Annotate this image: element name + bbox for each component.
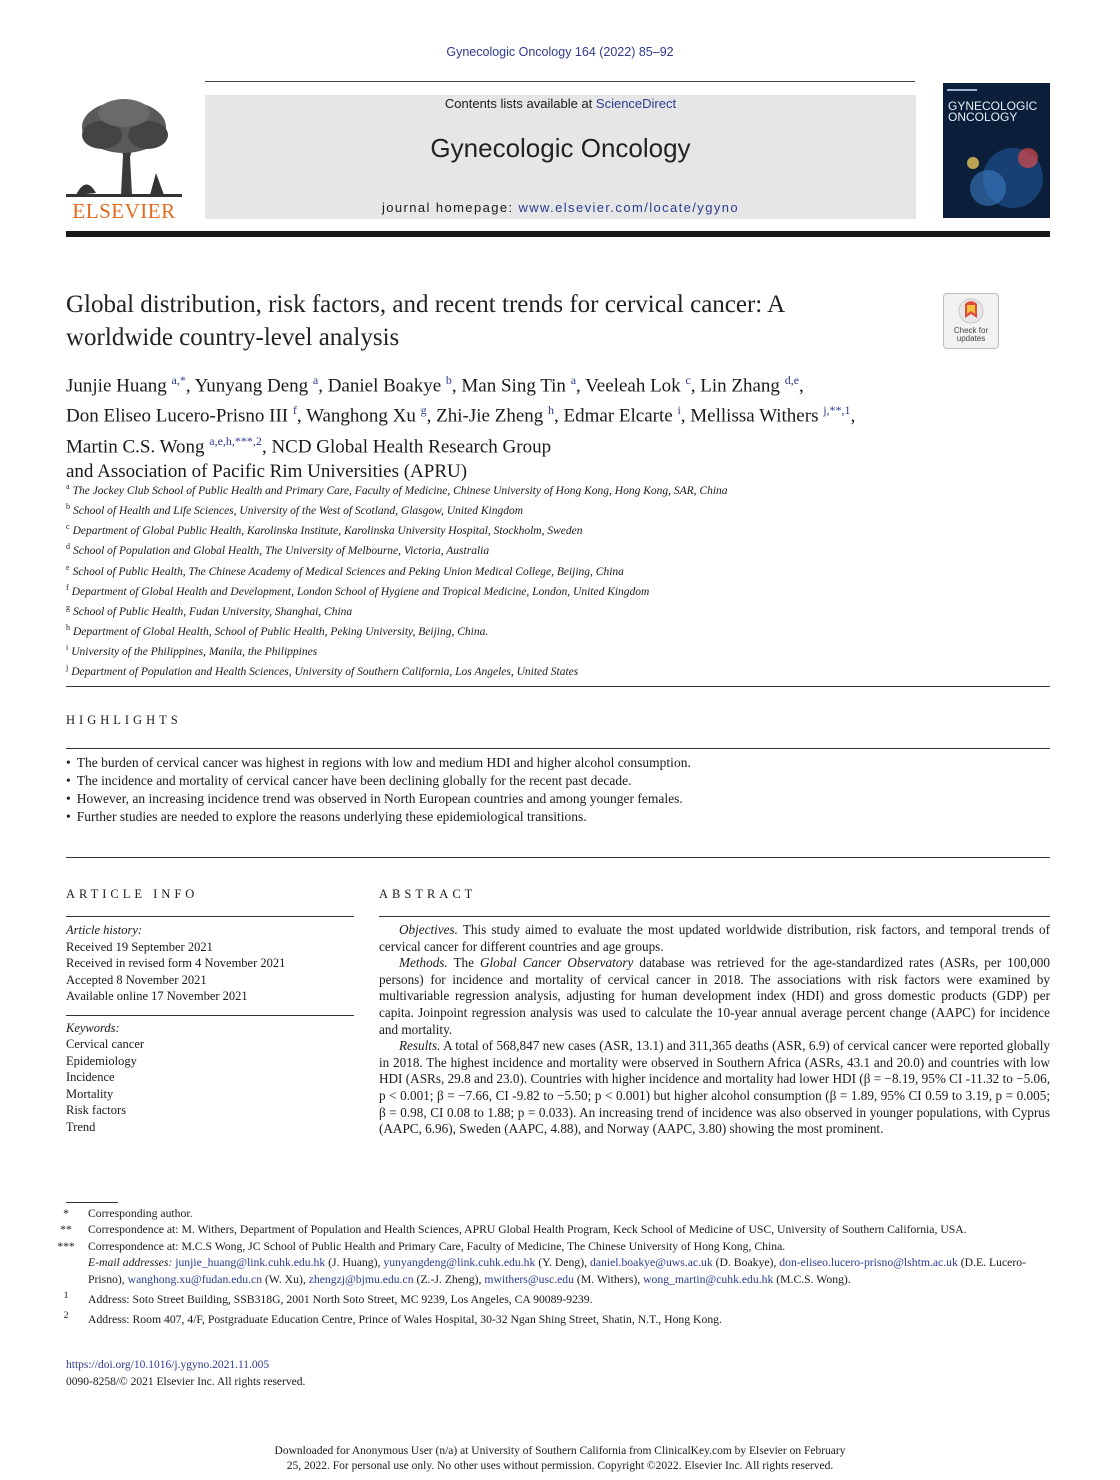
journal-reference[interactable]: Gynecologic Oncology 164 (2022) 85–92 [446,45,674,59]
highlights-bottom-rule [66,857,1050,858]
affiliation-item [66,640,1050,660]
affiliation-item [66,479,1050,499]
author-separator: , [451,375,462,397]
author-name: Mellissa Withers [690,405,824,427]
author-separator: , NCD Global Health Research Group [261,435,552,457]
author-affiliation-marks[interactable]: c [685,373,691,387]
affiliation-text: Department of Global Health and Development, London School of Hygiene and Tropical Medicine, London, United Kingdom [71,585,650,598]
email-owner: (M. Withers), [574,1272,644,1286]
keyword-item: Risk factors [66,1103,127,1117]
author-affiliation-marks[interactable]: h [548,403,554,418]
results-label: Results. [399,1038,441,1054]
affiliation-mark: e [66,562,70,572]
email-owner: (Z.-J. Zheng), [413,1272,485,1286]
footnote-address-2: $^2$ Address: Room 407, 4/F, Postgraduate Education Centre, Prince of Wales Hospital, 30-32 Ngan Shing Street, Shatin, N.T., Hong Kong. [63,1310,722,1327]
affiliation-mark: i [66,643,69,652]
author-affiliation-marks[interactable]: a,e,h,***,2 [209,433,262,448]
abstract-heading: ABSTRACT [379,887,477,901]
affiliation-mark: d [66,542,70,552]
header-rule [205,81,915,82]
doi-block [66,1357,305,1390]
history-label: Article history: [66,923,143,937]
results-text: A total of 568,847 new cases (ASR, 13.1) and 311,365 deaths (ASR, 6.9) of cervical cancer were reported globally in 2018. The highest incidence and mortality were observed in Southern Africa (ASRs, 43.1 and 20.0) and countries with low HDI (ASRs, 29.8 and 23.0). Countries with higher incidence and mortality had lower HDI (β = −8.19, 95% CI -11.32 to −5.06, p < 0.001; β = −7.66, CI -9.82 to −5.50; p < 0.001) but higher alcohol consumption (β = 1.89, 95% CI 0.59 to 3.19, p = 0.005; β = 0.98, CI 0.08 to 1.88; p = 0.033). An increasing trend of incidence was also observed in younger populations, with Cyprus (AAPC, 6.96), Sweden (AAPC, 4.88), and Norway (AAPC, 3.80) showing the most prominent. [379,1038,1050,1137]
author-name: and Association of Pacific Rim Universities (APRU) [66,460,468,482]
author-list [66,368,1050,484]
keyword-item: Trend [66,1119,96,1134]
download-notice-line-1: Downloaded for Anonymous User (n/a) at University of Southern California from ClinicalKey.com by Elsevier on February [274,1445,846,1457]
affiliation-item [66,539,1050,559]
highlight-item: • However, an increasing incidence trend was observed in North European countries and among younger females. [66,790,1050,808]
highlight-item: • The incidence and mortality of cervical cancer have been declining globally for the recent past decade. [66,772,1050,790]
email-link[interactable]: mwithers@usc.edu [484,1272,574,1286]
email-link[interactable]: junjie_huang@link.cuhk.edu.hk [175,1256,326,1270]
author-name: Zhi-Jie Zheng [436,405,548,427]
cover-title [948,101,1037,123]
keyword-item: Epidemiology [66,1053,137,1068]
author-name: Veeleah Lok [585,375,686,397]
author-affiliation-marks[interactable]: g [420,403,427,418]
doi-link[interactable]: https://doi.org/10.1016/j.ygyno.2021.11.005 [66,1359,270,1371]
history-item: Available online 17 November 2021 [66,989,248,1003]
cover-title-line-2: ONCOLOGY [948,110,1018,124]
article-info [66,922,354,1135]
header-thick-rule [66,231,1050,237]
affiliation-text: Department of Global Public Health, Karolinska Institute, Karolinska University Hospital, Stockholm, Sweden [72,525,583,538]
author-affiliation-marks[interactable]: f [292,403,297,418]
email-label: E-mail addresses: [88,1256,173,1270]
author-separator: , [318,375,328,397]
article-info-rule [66,916,354,917]
author-affiliation-marks[interactable]: b [445,373,452,387]
author-separator: , [680,405,691,427]
author-name: Junjie Huang [66,375,172,397]
author-name: Man Sing Tin [461,375,571,397]
author-name: Edmar Elcarte [563,405,678,427]
abstract-body [379,922,1050,1138]
highlights-top-rule [66,686,1050,687]
email-link[interactable]: zhengzj@bjmu.edu.cn [308,1272,414,1286]
article-info-heading: ARTICLE INFO [66,887,199,901]
affiliation-mark: c [66,522,70,532]
contents-line [205,96,916,111]
keywords-rule [66,1015,354,1016]
affiliation-mark: g [66,602,70,612]
author-name: Yunyang Deng [194,375,313,397]
affiliation-mark: b [66,502,70,512]
corresponding-text: Corresponding author. [88,1207,193,1220]
author-name: Daniel Boakye [327,375,446,397]
check-updates-label: Check for updates [953,326,989,343]
article-title: Global distribution, risk factors, and recent trends for cervical cancer: A worldwide country-level analysis [66,291,784,351]
abstract-results [379,1038,1050,1138]
affiliation-text: University of the Philippines, Manila, the Philippines [71,645,318,658]
author-affiliation-marks[interactable]: j,**,1 [823,403,851,418]
history-item: Received 19 September 2021 [66,939,213,954]
author-separator: , [185,375,195,397]
download-notice [160,1444,960,1473]
affiliation-mark: j [66,663,69,673]
affiliation-text: School of Public Health, The Chinese Academy of Medical Sciences and Peking Union Medical College, Beijing, China [72,565,624,578]
author-separator: , [296,405,307,427]
homepage-label: journal homepage: [381,200,519,215]
keyword-item: Cervical cancer [66,1037,145,1051]
abstract-rule [379,916,1050,917]
highlights-list [66,754,1050,826]
email-owner: (M.C.S. Wong). [773,1272,851,1286]
footnote-correspondence-wong: *** Correspondence at: M.C.S Wong, JC School of Public Health and Primary Care, Faculty of Medicine, The Chinese University of Hong Kong, China. [57,1239,786,1253]
keyword-item: Mortality [66,1086,114,1101]
affiliation-text: The Jockey Club School of Public Health and Primary Care, Faculty of Medicine, Chinese University of Hong Kong, Hong Kong, SAR, China [72,484,728,497]
address-1-text: Address: Soto Street Building, SSB318G, 2001 North Soto Street, MC 9239, Los Angeles, CA 90089-9239. [88,1292,593,1306]
highlights-rule [66,748,1050,749]
author-separator: , [554,405,564,427]
affiliation-mark: a [66,482,70,491]
abstract-objectives [379,922,1050,955]
affiliation-list [66,479,1050,680]
affiliation-item [66,660,1050,680]
contents-prefix: Contents lists available at [444,96,596,111]
author-separator: , [799,375,804,397]
methods-text-1: The [447,955,480,971]
email-owner: (W. Xu), [262,1272,309,1286]
email-link[interactable]: daniel.boakye@uws.ac.uk [589,1256,713,1270]
highlight-item: • The burden of cervical cancer was highest in regions with low and medium HDI and higher alcohol consumption. [66,754,1050,772]
footnote-address-1: $^1$ Address: Soto Street Building, SSB318G, 2001 North Soto Street, MC 9239, Los Angeles, CA 90089-9239. [63,1290,593,1306]
methods-label: Methods. [399,955,448,971]
affiliation-item [66,580,1050,600]
email-owner: (D.E. Lucero-Prisno), [88,1256,1026,1286]
correspondence-wong-text: Correspondence at: M.C.S Wong, JC School of Public Health and Primary Care, Faculty of Medicine, The Chinese University of Hong Kong, China. [88,1239,786,1253]
email-link[interactable]: wanghong.xu@fudan.edu.cn [127,1272,263,1286]
objectives-text: This study aimed to evaluate the most updated worldwide distribution, risk factors, and temporal trends of cervical cancer for different countries and age groups. [379,922,1050,954]
methods-database: Global Cancer Observatory [479,955,634,971]
journal-cover-image[interactable] [943,83,1050,218]
email-owner: (D. Boakye), [712,1256,780,1270]
affiliation-text: Department of Global Health, School of Public Health, Peking University, Beijing, China. [73,625,489,638]
copyright-line: 0090-8258/© 2021 Elsevier Inc. All rights reserved. [66,1375,306,1388]
affiliation-mark: f [66,582,69,592]
affiliation-item [66,600,1050,620]
methods-text-2: database was retrieved for the age-standardized rates (ASRs, per 100,000 persons) for incidence and mortality of cervical cancer in 2018. The associations with risk factors were examined by multivariable regression analysis, adjusting for human development index (HDI) and gross domestic products (GDP) per capita. Joinpoint regression analysis was used to calculate the 10-year annual average percent change (AAPC) for incidence and mortality. [379,955,1050,1037]
author-separator: , [426,405,437,427]
sciencedirect-link[interactable]: ScienceDirect [595,96,677,111]
email-link[interactable]: yunyangdeng@link.cuhk.edu.hk [383,1256,536,1270]
correspondence-withers-text: Correspondence at: M. Withers, Department of Population and Health Sciences, APRU Global Health Program, Keck School of Medicine of USC, University of Southern California, USA. [88,1223,967,1237]
author-affiliation-marks[interactable]: a [312,373,319,387]
history-item: Received in revised form 4 November 2021 [66,956,286,970]
footnote-rule [66,1202,118,1203]
keywords-label: Keywords: [66,1020,120,1035]
highlights-heading: HIGHLIGHTS [66,713,182,727]
affiliation-item [66,519,1050,539]
affiliation-item [66,620,1050,640]
objectives-label: Objectives. [399,922,458,937]
author-affiliation-marks[interactable]: d,e [784,373,800,387]
affiliation-text: School of Health and Life Sciences, University of the West of Scotland, Glasgow, United Kingdom [73,504,524,517]
affiliation-mark: h [66,622,70,632]
abstract-methods [379,955,1050,1038]
check-updates-icon [944,294,998,328]
affiliation-text: Department of Population and Health Sciences, University of Southern California, Los Angeles, United States [71,665,579,678]
email-link[interactable]: wong_martin@cuhk.edu.hk [643,1272,774,1286]
author-separator: , [576,375,586,397]
author-separator: , [850,405,856,427]
affiliation-text: School of Public Health, Fudan University, Shanghai, China [73,605,353,618]
author-name: Martin C.S. Wong [66,435,210,457]
affiliation-text: School of Population and Global Health, The University of Melbourne, Victoria, Australia [73,545,490,558]
email-owner: (Y. Deng), [535,1256,590,1270]
check-for-updates-button[interactable] [943,293,999,349]
affiliation-item [66,560,1050,580]
history-item: Accepted 8 November 2021 [66,972,207,987]
footnote-correspondence-withers: ** Correspondence at: M. Withers, Department of Population and Health Sciences, APRU Global Health Program, Keck School of Medicine of USC, University of Southern California, USA. [60,1223,967,1237]
author-affiliation-marks[interactable]: a,* [171,373,186,387]
history-list [66,939,354,1005]
affiliation-item [66,499,1050,519]
keywords-list [66,1036,354,1135]
footnote-emails [66,1255,1050,1288]
author-affiliation-marks[interactable]: a [570,373,577,387]
footnotes [57,1206,1050,1329]
cover-title-line-1: GYNECOLOGIC [948,99,1038,113]
author-affiliation-marks[interactable]: i [677,403,681,418]
author-name: Don Eliseo Lucero-Prisno III [66,405,293,427]
keyword-item: Incidence [66,1070,115,1084]
author-name: Lin Zhang [700,375,785,397]
highlight-item: • Further studies are needed to explore the reasons underlying these epidemiological transitions. [66,808,1050,826]
address-2-text: Address: Room 407, 4/F, Postgraduate Education Centre, Prince of Wales Hospital, 30-32 Ngan Shing Street, Shatin, N.T., Hong Kong. [88,1313,722,1327]
email-link[interactable]: don-eliseo.lucero-prisno@lshtm.ac.uk [779,1256,958,1270]
elsevier-wordmark: ELSEVIER [72,199,176,223]
footnote-corresponding: * Corresponding author. [63,1207,193,1220]
journal-homepage [205,200,916,215]
journal-name: Gynecologic Oncology [430,133,691,163]
email-owner: (J. Huang), [325,1256,384,1270]
download-notice-line-2: 25, 2022. For personal use only. No other uses without permission. Copyright ©2022. Elsevier Inc. All rights reserved. [286,1459,834,1472]
homepage-link[interactable]: www.elsevier.com/locate/ygyno [518,200,739,215]
author-name: Wanghong Xu [306,405,421,427]
author-separator: , [690,375,701,397]
